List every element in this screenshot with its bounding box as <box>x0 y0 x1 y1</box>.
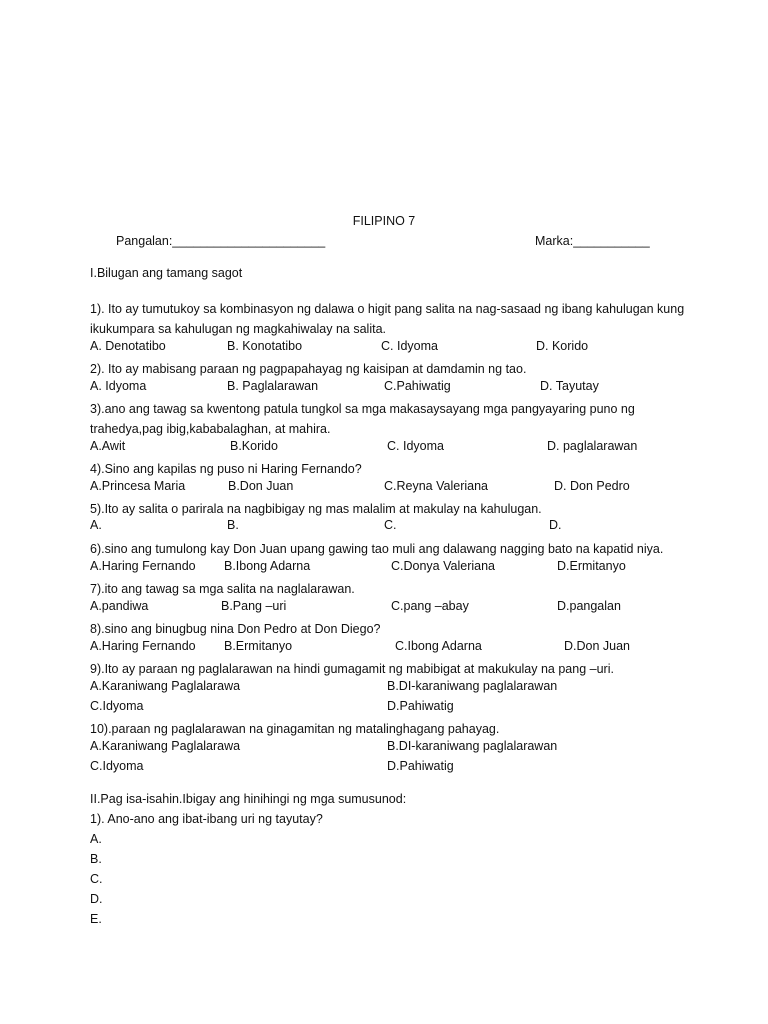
option-a: A.Haring Fernando <box>90 639 196 653</box>
name-field-label: Pangalan:______________________ <box>116 234 326 248</box>
option-b: B. Paglalarawan <box>227 379 319 393</box>
question-10-options-row1 <box>90 739 710 759</box>
option-a: A.Karaniwang Paglalarawa <box>90 679 241 693</box>
option-d: D.Pahiwatig <box>387 759 454 773</box>
option-d: D.Ermitanyo <box>557 559 626 573</box>
option-a: A.Awit <box>90 439 126 453</box>
question-7: 7).ito ang tawag sa mga salita na naglalarawan. <box>90 582 355 596</box>
question-9-options-row1 <box>90 679 710 699</box>
option-b: B.DI-karaniwang paglalarawan <box>387 739 558 753</box>
question-3-options <box>90 439 710 459</box>
question-8: 8).sino ang binugbug nina Don Pedro at Don Diego? <box>90 622 381 636</box>
question-9-options-row2 <box>90 699 710 719</box>
option-b: B.Don Juan <box>228 479 294 493</box>
answer-blank-c: C. <box>90 872 103 886</box>
part2-title: II.Pag isa-isahin.Ibigay ang hinihingi ng mga sumusunod: <box>90 792 407 806</box>
question-6: 6).sino ang tumulong kay Don Juan upang gawing tao muli ang dalawang nagging bato na kapatid niya. <box>90 542 664 556</box>
question-2: 2). Ito ay mabisang paraan ng pagpapahayag ng kaisipan at damdamin ng tao. <box>90 362 527 376</box>
option-a: A. <box>90 518 102 532</box>
question-8-options <box>90 639 710 659</box>
option-d: D. paglalarawan <box>547 439 638 453</box>
option-a: A. Idyoma <box>90 379 147 393</box>
question-7-options <box>90 599 710 619</box>
option-d: D. Korido <box>536 339 589 353</box>
question-6-options <box>90 559 710 579</box>
score-field-label: Marka:___________ <box>535 234 650 248</box>
option-c: C.Idyoma <box>90 759 144 773</box>
worksheet-title: FILIPINO 7 <box>352 214 416 228</box>
option-a: A.Princesa Maria <box>90 479 186 493</box>
option-c: C.Pahiwatig <box>384 379 451 393</box>
option-b: B. <box>227 518 239 532</box>
option-b: B.Pang –uri <box>221 599 287 613</box>
option-d: D.Don Juan <box>564 639 631 653</box>
option-c: C.Reyna Valeriana <box>384 479 488 493</box>
question-10: 10).paraan ng paglalarawan na ginagamitan ng matalinghagang pahayag. <box>90 722 500 736</box>
option-c: C. Idyoma <box>387 439 444 453</box>
answer-blank-d: D. <box>90 892 103 906</box>
option-c: C.Donya Valeriana <box>391 559 495 573</box>
question-4: 4).Sino ang kapilas ng puso ni Haring Fernando? <box>90 462 362 476</box>
answer-blank-a: A. <box>90 832 102 846</box>
option-a: A.pandiwa <box>90 599 149 613</box>
option-d: D.Pahiwatig <box>387 699 454 713</box>
question-10-options-row2 <box>90 759 710 779</box>
option-d: D.pangalan <box>557 599 621 613</box>
question-5: 5).Ito ay salita o parirala na nagbibigay ng mas malalim at makulay na kahulugan. <box>90 502 542 516</box>
part1-title: I.Bilugan ang tamang sagot <box>90 266 243 280</box>
question-2-options <box>90 379 710 399</box>
answer-blank-b: B. <box>90 852 102 866</box>
option-c: C. Idyoma <box>381 339 438 353</box>
question-4-options <box>90 479 710 499</box>
option-b: B.Ermitanyo <box>224 639 293 653</box>
option-c: C.Ibong Adarna <box>395 639 482 653</box>
option-a: A.Haring Fernando <box>90 559 196 573</box>
option-a: A.Karaniwang Paglalarawa <box>90 739 241 753</box>
option-b: B.Korido <box>230 439 278 453</box>
option-d: D. Don Pedro <box>554 479 630 493</box>
option-c: C.Idyoma <box>90 699 144 713</box>
answer-blank-e: E. <box>90 912 102 926</box>
option-b: B. Konotatibo <box>227 339 303 353</box>
option-d: D. Tayutay <box>540 379 599 393</box>
question-3: 3).ano ang tawag sa kwentong patula tungkol sa mga makasaysayang mga pangyayaring puno ng trahedya,pag ibig,kababalaghan, at mahira. <box>90 402 635 436</box>
question-1-options <box>90 339 710 359</box>
option-c: C. <box>384 518 397 532</box>
option-a: A. Denotatibo <box>90 339 166 353</box>
option-c: C.pang –abay <box>391 599 469 613</box>
option-b: B.DI-karaniwang paglalarawan <box>387 679 558 693</box>
question-1: 1). Ito ay tumutukoy sa kombinasyon ng dalawa o higit pang salita na nag-sasaad ng ibang kahulugan kung ikukumpara sa kahulugan ng magkahiwalay na salita. <box>90 302 685 336</box>
option-d: D. <box>549 518 562 532</box>
part2-question-1: 1). Ano-ano ang ibat-ibang uri ng tayutay? <box>90 812 323 826</box>
question-9: 9).Ito ay paraan ng paglalarawan na hindi gumagamit ng mabibigat at makukulay na pang –uri. <box>90 662 614 676</box>
question-5-options <box>90 518 710 538</box>
option-b: B.Ibong Adarna <box>224 559 311 573</box>
